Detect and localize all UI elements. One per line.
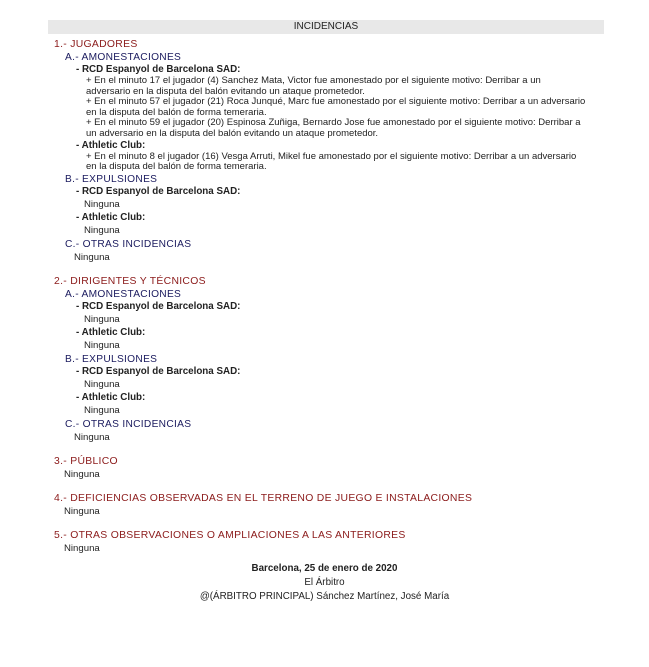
subsection-title-expulsiones: B.- EXPULSIONES [65,173,158,185]
signature-block [0,562,649,604]
page-title: INCIDENCIAS [48,20,604,34]
team-name: - RCD Espanyol de Barcelona SAD: [76,64,241,75]
list-item: + En el minuto 8 el jugador (16) Vesga Arruti, Mikel fue amonestado por el siguiente motivo: Derribar a un adversario en la disputa del balón de forma temeraria. [86,150,577,173]
value-text: Ninguna [84,378,120,390]
place-date: Barcelona, 25 de enero de 2020 [251,562,398,574]
value-text: Ninguna [84,198,120,210]
value-text: Ninguna [84,339,120,351]
signer-role: El Árbitro [304,576,345,588]
value-text: Ninguna [84,313,120,325]
value-text: Ninguna [84,404,120,416]
signer-name: @(ÁRBITRO PRINCIPAL) Sánchez Martínez, José María [199,590,450,602]
section-title-publico: 3.- PÚBLICO [54,455,118,467]
subsection-title-otras-incidencias: C.- OTRAS INCIDENCIAS [65,418,192,430]
subsection-title-amonestaciones: A.- AMONESTACIONES [65,288,182,300]
section-title-jugadores: 1.- JUGADORES [54,39,138,50]
value-text: Ninguna [84,224,120,236]
value-text: Ninguna [64,505,100,517]
list-item: + En el minuto 57 el jugador (21) Roca Junqué, Marc fue amonestado por el siguiente motivo: Derribar a un adversario en la disputa del balón de forma temeraria. [86,96,586,118]
subsection-title-amonestaciones: A.- AMONESTACIONES [65,52,182,63]
subsection-title-otras-incidencias: C.- OTRAS INCIDENCIAS [65,238,192,250]
value-text: Ninguna [64,542,100,554]
team-name: - RCD Espanyol de Barcelona SAD: [76,300,241,312]
team-name: - Athletic Club: [76,391,146,403]
report-content [0,38,649,604]
list-item: + En el minuto 17 el jugador (4) Sanchez Mata, Victor fue amonestado por el siguiente motivo: Derribar a un adversario en la disputa del balón evitando un ataque prometedor. [86,75,541,97]
section-title-otras-observaciones: 5.- OTRAS OBSERVACIONES O AMPLIACIONES A LAS ANTERIORES [54,529,406,541]
team-name: - Athletic Club: [76,326,146,338]
section-title-deficiencias: 4.- DEFICIENCIAS OBSERVADAS EN EL TERRENO DE JUEGO E INSTALACIONES [54,492,473,504]
list-item: + En el minuto 59 el jugador (20) Espinosa Zuñiga, Bernardo Jose fue amonestado por el siguiente motivo: Derribar a un adversario en la disputa del balón evitando un ataque prometedor. [86,117,581,139]
value-text: Ninguna [74,431,110,443]
team-name: - Athletic Club: [76,211,146,223]
team-name: - Athletic Club: [76,139,146,151]
value-text: Ninguna [74,251,110,263]
team-name: - RCD Espanyol de Barcelona SAD: [76,365,241,377]
subsection-title-expulsiones: B.- EXPULSIONES [65,353,158,365]
value-text: Ninguna [64,468,100,480]
team-name: - RCD Espanyol de Barcelona SAD: [76,185,241,197]
section-title-dirigentes: 2.- DIRIGENTES Y TÉCNICOS [54,275,206,287]
